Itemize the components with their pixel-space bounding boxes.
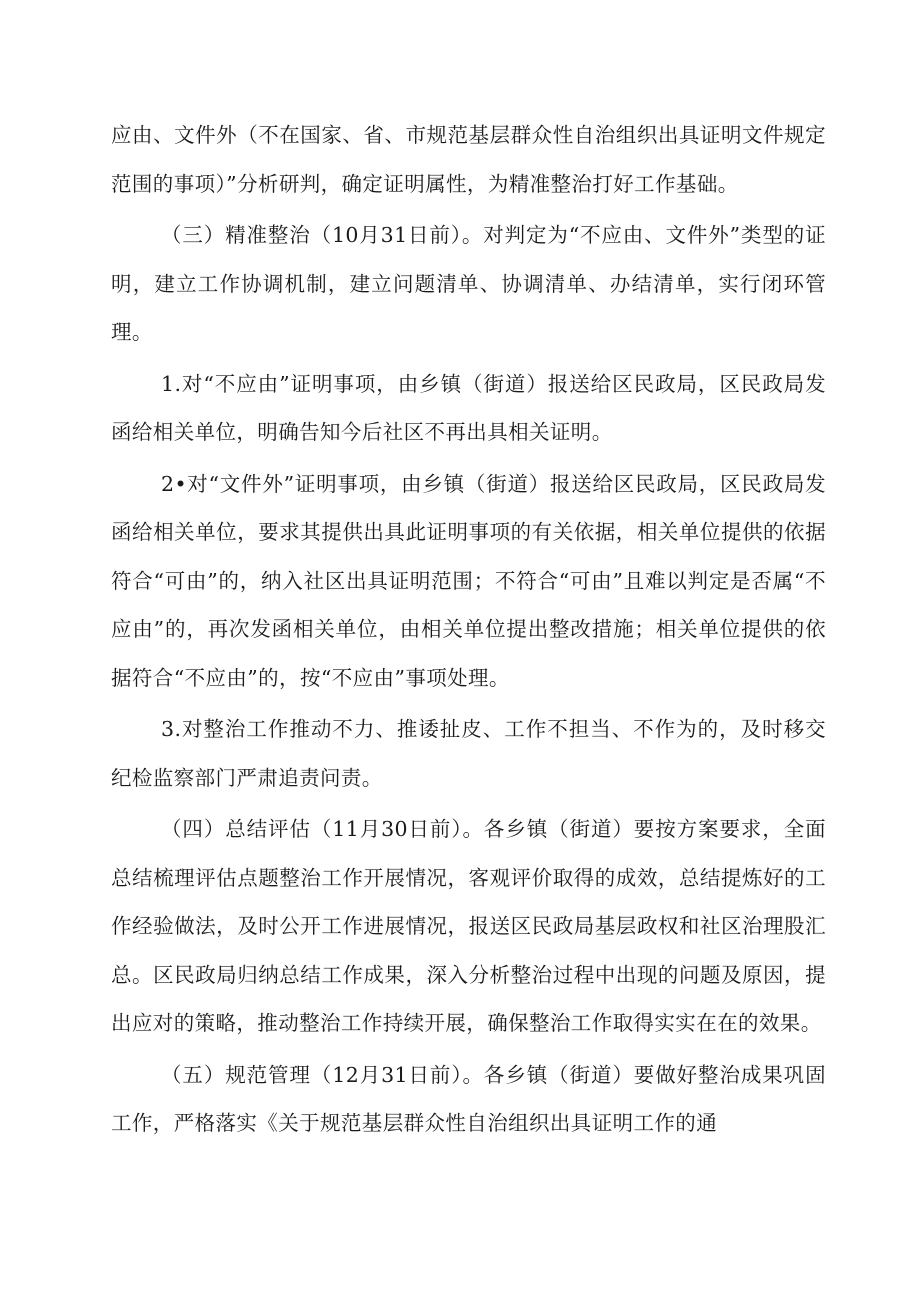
paragraph-item-1: 1.对“不应由”证明事项，由乡镇（街道）报送给区民政局，区民政局发函给相关单位，明确告知今后社区不再出具相关证明。 <box>111 371 826 444</box>
paragraph-item-3: 3.对整治工作推动不力、推诿扯皮、工作不担当、不作为的，及时移交纪检监察部门严肃追责问责。 <box>111 717 826 790</box>
paragraph-section-3: （三）精准整治（10月31日前）。对判定为“不应由、文件外”类型的证明，建立工作协调机制，建立问题清单、协调清单、办结清单，实行闭环管理。 <box>111 223 826 344</box>
paragraph-continuation: 应由、文件外（不在国家、省、市规范基层群众性自治组织出具证明文件规定范围的事项）”分析研判，确定证明属性，为精准整治打好工作基础。 <box>111 123 826 196</box>
paragraph-section-5: （五）规范管理（12月31日前）。各乡镇（街道）要做好整治成果巩固工作，严格落实《关于规范基层群众性自治组织出具证明工作的通 <box>111 1062 826 1135</box>
paragraph-section-4: （四）总结评估（11月30日前）。各乡镇（街道）要按方案要求，全面总结梳理评估点题整治工作开展情况，客观评价取得的成效，总结提炼好的工作经验做法，及时公开工作进展情况，报送区民政局基层政权和社区治理股汇总。区民政局归纳总结工作成果，深入分析整治过程中出现的问题及原因，提出应对的策略，推动整治工作持续开展，确保整治工作取得实实在在的效果。 <box>111 817 826 1035</box>
document-body <box>111 111 826 1151</box>
paragraph-item-2: 2•对“文件外”证明事项，由乡镇（街道）报送给区民政局，区民政局发函给相关单位，要求其提供出具此证明事项的有关依据，相关单位提供的依据符合“可由”的，纳入社区出具证明范围；不符合“可由”且难以判定是否属“不应由”的，再次发函相关单位，由相关单位提出整改措施；相关单位提供的依据符合“不应由”的，按“不应由”事项处理。 <box>111 471 826 690</box>
